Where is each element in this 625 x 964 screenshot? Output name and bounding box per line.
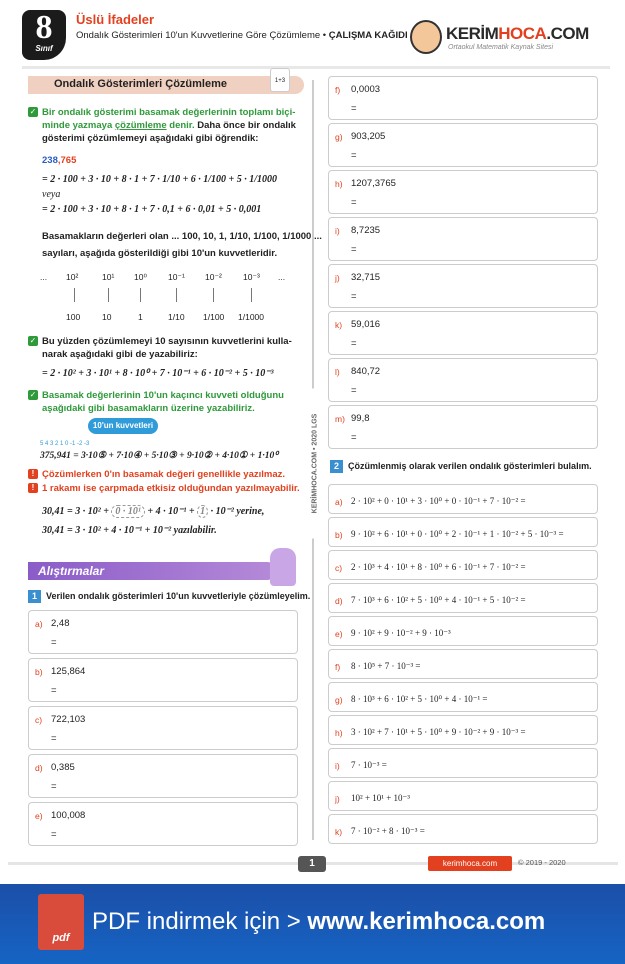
answer-box[interactable] — [328, 583, 598, 613]
equals-sign: = — [51, 829, 57, 840]
down-arrow — [74, 288, 75, 302]
exercises-title-bar — [28, 562, 276, 580]
answer-box[interactable] — [328, 217, 598, 261]
intro-line-1: Bir ondalık gösterimi basamak değerlerinin toplamı biçi- — [42, 107, 296, 118]
header-divider — [22, 66, 610, 69]
expansion-line-2: = 2 · 100 + 3 · 10 + 8 · 1 + 7 · 0,1 + 6 · 0,01 + 5 · 0,001 — [42, 204, 262, 215]
question-number: 2 — [330, 460, 343, 473]
mascot-icon — [410, 20, 442, 54]
answer-box[interactable] — [328, 484, 598, 514]
expression: 7 · 10³ + 6 · 10² + 5 · 10⁰ + 4 · 10⁻¹ + 5 · 10⁻² = — [351, 595, 526, 605]
power-label: 10⁻³ — [243, 272, 260, 282]
item-label: a) — [35, 619, 43, 629]
power-value: 10 — [102, 312, 112, 322]
dots-left: ... — [40, 272, 48, 282]
item-label: i) — [335, 226, 340, 236]
answer-box[interactable] — [28, 802, 298, 846]
item-label: j) — [335, 273, 340, 283]
power-value: 100 — [66, 312, 81, 322]
check-icon: ✓ — [29, 107, 37, 116]
grade-number: 8 — [35, 9, 53, 46]
power-value: 1/1000 — [238, 312, 264, 322]
big-expansion: 375,941 = 3·10⑤ + 7·10④ + 5·10③ + 9·10② + 4·10① + 1·10⁰ — [40, 451, 278, 461]
down-arrow — [140, 288, 141, 302]
page-subtitle: Ondalık Gösterimleri 10'un Kuvvetlerine Göre Çözümleme • ÇALIŞMA KAĞIDI — [76, 30, 408, 41]
answer-box[interactable] — [328, 170, 598, 214]
down-arrow — [251, 288, 252, 302]
decimal-value: 32,715 — [351, 272, 381, 283]
expression: 8 · 10⁵ + 7 · 10⁻³ = — [351, 661, 421, 671]
power-value: 1 — [138, 312, 143, 322]
answer-box[interactable] — [328, 550, 598, 580]
answer-box[interactable] — [28, 754, 298, 798]
decimal-value: 59,016 — [351, 319, 381, 330]
equals-sign: = — [351, 103, 357, 114]
answer-box[interactable] — [328, 781, 598, 811]
grade-label: Sınıf — [35, 44, 53, 53]
item-label: a) — [335, 497, 343, 507]
power-label: 10¹ — [102, 272, 115, 282]
item-label: l) — [335, 367, 340, 377]
warning-2: 1 rakamı ise çarpmada etkisiz olduğundan yazılmayabilir. — [42, 483, 300, 494]
power-label: 10² — [66, 272, 79, 282]
point2-line-2: narak aşağıdaki gibi de yazabiliriz: — [42, 349, 198, 360]
warning-1: Çözümlerken 0'ın basamak değeri genellikle yazılmaz. — [42, 469, 286, 480]
item-label: g) — [335, 132, 343, 142]
decimal-value: 722,103 — [51, 714, 86, 725]
item-label: k) — [335, 827, 343, 837]
decimal-value: 903,205 — [351, 131, 386, 142]
item-label: d) — [35, 763, 43, 773]
check-icon: ✓ — [29, 390, 37, 399]
place-values-text-1: Basamakların değerleri olan ... 100, 10, 1, 1/10, 1/100, 1/1000 ... — [42, 231, 322, 242]
answer-box[interactable] — [28, 658, 298, 702]
section-title: Ondalık Gösterimleri Çözümleme — [54, 78, 227, 90]
download-banner[interactable] — [0, 884, 625, 964]
answer-box[interactable] — [328, 405, 598, 449]
banner-text[interactable]: PDF indirmek için > www.kerimhoca.com — [92, 908, 546, 935]
equals-sign: = — [51, 733, 57, 744]
answer-box[interactable] — [328, 311, 598, 355]
decimal-value: 0,0003 — [351, 84, 381, 95]
intro-line-2: minde yazmaya çözümleme denir. Daha önce bir ondalık — [42, 120, 296, 131]
down-arrow — [213, 288, 214, 302]
item-label: b) — [35, 667, 43, 677]
example-b: 30,41 = 3 · 10² + 4 · 10⁻¹ + 10⁻² yazılabilir. — [42, 525, 217, 536]
equals-sign: = — [51, 637, 57, 648]
point3-line-2: aşağıdaki gibi basamakların üzerine yazabiliriz. — [42, 403, 255, 414]
expression: 7 · 10⁻² + 8 · 10⁻³ = — [351, 826, 425, 836]
item-label: i) — [335, 761, 340, 771]
power-label: 10⁻¹ — [168, 272, 185, 282]
decimal-value: 125,864 — [51, 666, 86, 677]
power-value: 1/100 — [203, 312, 225, 322]
answer-box[interactable] — [28, 706, 298, 750]
expression: 10² + 10¹ + 10⁻³ — [351, 793, 410, 803]
powers-bubble: 10'un kuvvetleri — [88, 418, 158, 434]
vertical-watermark: KERİMHOCA.COM • 2020 LGS — [300, 390, 324, 550]
page-title: Üslü İfadeler — [76, 12, 155, 27]
page-header — [0, 0, 625, 66]
item-label: c) — [35, 715, 43, 725]
expression: 2 · 10² + 0 · 10¹ + 3 · 10⁰ + 0 · 10⁻¹ + 7 · 10⁻² = — [351, 496, 526, 506]
equals-sign: = — [351, 244, 357, 255]
decimal-value: 8,7235 — [351, 225, 381, 236]
veya-label: veya — [42, 189, 61, 200]
item-label: g) — [335, 695, 343, 705]
page-number: 1 — [298, 856, 326, 872]
equals-sign: = — [51, 685, 57, 696]
power-label: 10⁰ — [134, 272, 147, 282]
decimal-value: 2,48 — [51, 618, 70, 629]
answer-box[interactable] — [328, 616, 598, 646]
example-a: 30,41 = 3 · 10² + 0 · 10¹ + 4 · 10⁻¹ + 1 · 10⁻² yerine, — [42, 506, 265, 517]
item-label: f) — [335, 85, 341, 95]
item-label: b) — [335, 530, 343, 540]
answer-box[interactable] — [328, 358, 598, 402]
item-label: k) — [335, 320, 343, 330]
question-number: 1 — [28, 590, 41, 603]
expression: 9 · 10² + 9 · 10⁻² + 9 · 10⁻³ — [351, 628, 451, 638]
equals-sign: = — [351, 385, 357, 396]
answer-box[interactable] — [328, 682, 598, 712]
item-label: c) — [335, 563, 343, 573]
expression: 2 · 10³ + 4 · 10¹ + 8 · 10⁰ + 6 · 10⁻¹ + 7 · 10⁻² = — [351, 562, 526, 572]
pdf-icon: pdf — [38, 894, 84, 950]
decimal-value: 1207,3765 — [351, 178, 396, 189]
expression: 8 · 10³ + 6 · 10² + 5 · 10⁰ + 4 · 10⁻¹ = — [351, 694, 488, 704]
expression: 7 · 10⁻³ = — [351, 760, 387, 770]
item-label: e) — [35, 811, 43, 821]
answer-box[interactable] — [328, 715, 598, 745]
brand-name: KERİMHOCA.COM — [446, 24, 589, 43]
pinned-note-icon: 1+3 — [270, 68, 290, 92]
answer-box[interactable] — [328, 517, 598, 547]
power-value: 1/10 — [168, 312, 185, 322]
question-text: Çözümlenmiş olarak verilen ondalık gösterimleri bulalım. — [348, 461, 592, 471]
power-label: 10⁻² — [205, 272, 222, 282]
section-title-bar — [28, 76, 304, 94]
expression: 3 · 10² + 7 · 10¹ + 5 · 10⁰ + 9 · 10⁻² + 9 · 10⁻³ = — [351, 727, 526, 737]
point2-line-1: Bu yüzden çözümlemeyi 10 sayısının kuvvetlerini kulla- — [42, 336, 292, 347]
exponent-marks: 5 4 3 2 1 0 -1 -2 -3 — [40, 441, 90, 447]
warning-icon: ! — [28, 469, 38, 479]
down-arrow — [108, 288, 109, 302]
answer-box[interactable] — [328, 649, 598, 679]
answer-box[interactable] — [328, 123, 598, 167]
answer-box[interactable] — [328, 748, 598, 778]
equals-sign: = — [351, 432, 357, 443]
equals-sign: = — [351, 291, 357, 302]
expansion-line-3: = 2 · 10² + 3 · 10¹ + 8 · 10⁰ + 7 · 10⁻¹ + 6 · 10⁻² + 5 · 10⁻³ — [42, 368, 274, 379]
copyright: © 2019 - 2020 — [518, 858, 566, 867]
place-values-text-2: sayıları, aşağıda gösterildiği gibi 10'un kuvvetleridir. — [42, 248, 278, 259]
expression: 9 · 10² + 6 · 10¹ + 0 · 10⁰ + 2 · 10⁻¹ + 1 · 10⁻² + 5 · 10⁻³ = — [351, 529, 564, 539]
item-label: d) — [335, 596, 343, 606]
example-number: 238,765 — [42, 155, 77, 166]
grade-badge — [22, 10, 66, 60]
exercises-title: Alıştırmalar — [38, 564, 105, 578]
footer-site-link[interactable]: kerimhoca.com — [428, 856, 512, 871]
dots-right: ... — [278, 272, 286, 282]
down-arrow — [176, 288, 177, 302]
intro-line-3: gösterimi çözümlemeyi aşağıdaki gibi öğrendik: — [42, 133, 259, 144]
answer-box[interactable] — [328, 76, 598, 120]
warning-icon: ! — [28, 483, 38, 493]
equals-sign: = — [351, 338, 357, 349]
question-text: Verilen ondalık gösterimleri 10'un kuvvetleriyle çözümleyelim. — [46, 591, 311, 601]
equals-sign: = — [51, 781, 57, 792]
item-label: j) — [335, 794, 340, 804]
equals-sign: = — [351, 197, 357, 208]
item-label: e) — [335, 629, 343, 639]
decimal-value: 99,8 — [351, 413, 370, 424]
point3-line-1: Basamak değerlerinin 10'un kaçıncı kuvveti olduğunu — [42, 390, 284, 401]
answer-box[interactable] — [328, 264, 598, 308]
decimal-value: 0,385 — [51, 762, 75, 773]
brand-logo[interactable] — [410, 20, 610, 60]
item-label: h) — [335, 179, 343, 189]
item-label: h) — [335, 728, 343, 738]
decimal-value: 840,72 — [351, 366, 381, 377]
item-label: m) — [335, 414, 345, 424]
brand-tagline: Ortaokul Matematik Kaynak Sitesi — [448, 44, 554, 51]
answer-box[interactable] — [28, 610, 298, 654]
decimal-value: 100,008 — [51, 810, 86, 821]
item-label: f) — [335, 662, 341, 672]
page-footer — [0, 852, 625, 878]
answer-box[interactable] — [328, 814, 598, 844]
check-icon: ✓ — [29, 336, 37, 345]
equals-sign: = — [351, 150, 357, 161]
expansion-line-1: = 2 · 100 + 3 · 10 + 8 · 1 + 7 · 1/10 + 6 · 1/100 + 5 · 1/1000 — [42, 174, 278, 185]
mascot-icon — [270, 548, 296, 586]
